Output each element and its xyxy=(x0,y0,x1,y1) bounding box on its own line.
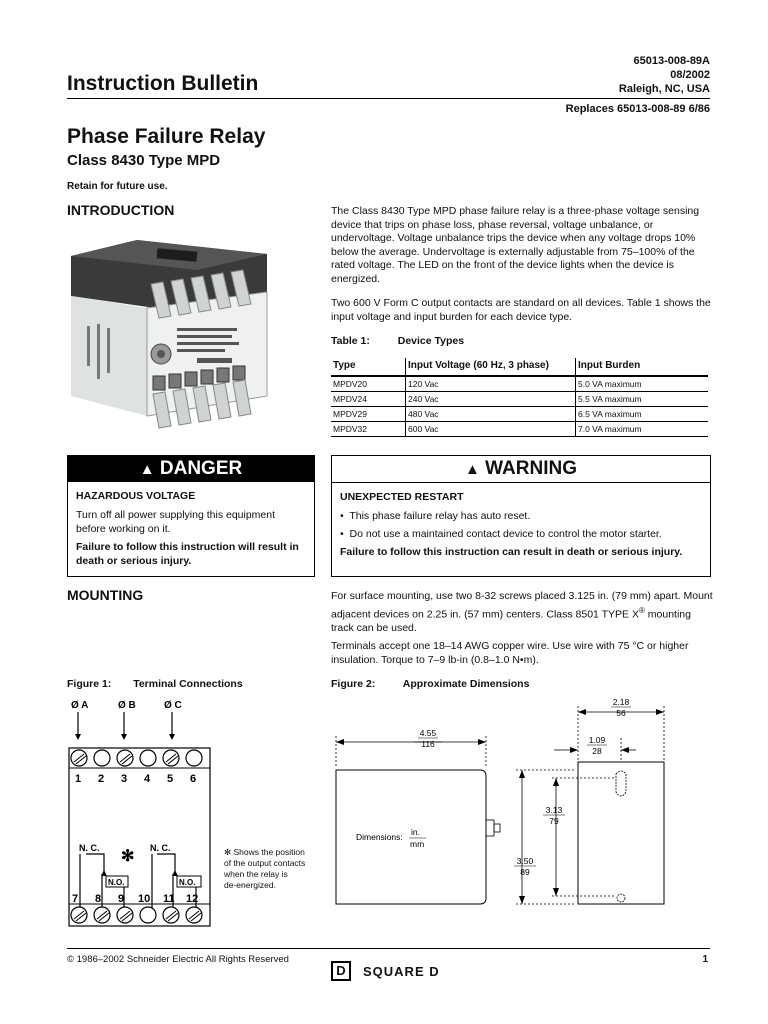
terminal-diagram xyxy=(66,696,216,928)
doc-number: 65013-008-89A xyxy=(633,55,710,67)
danger-consequence: Failure to follow this instruction will result in death or serious injury. xyxy=(76,541,299,567)
table-cell: 5.5 VA maximum xyxy=(576,392,709,407)
note-line: de-energized. xyxy=(224,880,276,890)
terminal-number: 10 xyxy=(138,893,151,905)
table-cell: MPDV20 xyxy=(331,376,406,392)
table-cell: 7.0 VA maximum xyxy=(576,422,709,437)
header-input-voltage: Input Voltage (60 Hz, 3 phase) xyxy=(406,358,576,376)
table-header-row xyxy=(331,358,708,376)
no-label: N.O. xyxy=(108,878,125,887)
dim-depth-in: 2.18 xyxy=(612,697,630,707)
replaces-note: Replaces 65013-008-89 6/86 xyxy=(565,103,710,115)
brand-name: SQUARE D xyxy=(363,963,440,979)
table-cell: 5.0 VA maximum xyxy=(576,376,709,392)
note-line: ✻ Shows the position xyxy=(224,847,305,857)
header-type: Type xyxy=(331,358,406,376)
terminal-number: 3 xyxy=(121,773,128,785)
table-cell: 600 Vac xyxy=(406,422,576,437)
warning-bullet: • Do not use a maintained contact device to control the motor starter. xyxy=(340,528,662,540)
header-rule xyxy=(67,98,710,99)
relay-photo xyxy=(67,236,272,436)
dim-hole-in: 3.13 xyxy=(545,805,563,815)
table-cell: MPDV32 xyxy=(331,422,406,437)
nc-label: N. C. xyxy=(79,843,100,853)
phase-label: Ø A xyxy=(71,700,89,711)
table-title: Device Types xyxy=(397,335,465,347)
terminal-number: 1 xyxy=(75,773,82,785)
dims-legend-den: mm xyxy=(410,839,425,849)
terminal-number: 11 xyxy=(163,893,175,905)
figure-1-note xyxy=(224,847,305,891)
dim-width-mm: 116 xyxy=(421,739,435,749)
mounting-paragraph-1 xyxy=(331,590,716,635)
registered-mark: ® xyxy=(638,605,645,615)
warning-triangle-icon: ▲ xyxy=(139,461,155,478)
asterisk-icon: ✻ xyxy=(121,848,135,865)
warning-label: WARNING xyxy=(485,458,577,479)
terminal-number: 5 xyxy=(167,773,174,785)
dim-hole-mm: 79 xyxy=(549,816,559,826)
warning-consequence: Failure to follow this instruction can result in death or serious injury. xyxy=(340,546,683,558)
intro-heading: INTRODUCTION xyxy=(67,202,175,218)
dims-legend-label: Dimensions: xyxy=(356,832,403,842)
doc-date: 08/2002 xyxy=(670,69,710,81)
document-meta xyxy=(619,54,710,96)
intro-paragraph-1: The Class 8430 Type MPD phase failure relay is a three-phase voltage sensing device that trips on phase loss, phase reversal, voltage unbalance, or undervoltage. Voltage unbalance trips the device when any voltage drops 10% below the average. Undervoltage is externally adjustable from 75–100% of the rated voltage. The LED on the front of the device lights when the device is energized. xyxy=(331,205,700,285)
danger-text: Turn off all power supplying this equipment before working on it. xyxy=(76,509,276,535)
table-cell: MPDV29 xyxy=(331,407,406,422)
page-number: 1 xyxy=(702,954,708,965)
terminal-number: 4 xyxy=(144,773,151,785)
mounting-paragraph-2: Terminals accept one 18–14 AWG copper wire. Use wire with 75 °C or higher insulation. Torque to 7–9 lb-in (0.8–1.0 N•m). xyxy=(331,640,689,666)
dimensions-diagram xyxy=(330,696,712,918)
danger-box xyxy=(67,455,315,577)
dims-legend-num: in. xyxy=(411,827,420,837)
phase-label: Ø C xyxy=(164,700,182,711)
mounting-heading: MOUNTING xyxy=(67,587,144,603)
warning-box xyxy=(331,455,711,577)
table-cell: 120 Vac xyxy=(406,376,576,392)
terminal-number: 6 xyxy=(190,773,197,785)
bulletin-title: Instruction Bulletin xyxy=(67,72,259,95)
dim-depth-mm: 56 xyxy=(616,708,626,718)
warning-bullet: • This phase failure relay has auto reset. xyxy=(340,510,531,522)
doc-location: Raleigh, NC, USA xyxy=(618,83,710,95)
figure-2-caption xyxy=(331,678,529,690)
phase-label: Ø B xyxy=(118,700,136,711)
retain-note: Retain for future use. xyxy=(67,181,168,192)
figure-1-number: Figure 1: xyxy=(67,678,112,690)
table-row xyxy=(331,392,708,407)
mounting-text-b: mounting track can be used. xyxy=(331,608,691,634)
danger-header xyxy=(68,456,314,482)
page-title: Phase Failure Relay xyxy=(67,125,266,148)
dim-half-in: 1.09 xyxy=(588,735,606,745)
table-caption xyxy=(331,335,464,347)
table-cell: 480 Vac xyxy=(406,407,576,422)
danger-subheading: HAZARDOUS VOLTAGE xyxy=(76,490,196,502)
table-row xyxy=(331,407,708,422)
dim-height-mm: 89 xyxy=(520,867,530,877)
danger-label: DANGER xyxy=(159,458,243,479)
figure-1-caption xyxy=(67,678,243,690)
dim-width-in: 4.55 xyxy=(419,728,437,738)
terminal-number: 7 xyxy=(72,893,79,905)
terminal-number: 9 xyxy=(118,893,125,905)
table-row xyxy=(331,376,708,392)
table-cell: 6.5 VA maximum xyxy=(576,407,709,422)
terminal-number: 12 xyxy=(186,893,199,905)
terminal-number: 8 xyxy=(95,893,102,905)
warning-subheading: UNEXPECTED RESTART xyxy=(340,491,464,503)
intro-paragraph-2: Two 600 V Form C output contacts are standard on all devices. Table 1 shows the input voltage and input burden for each device type. xyxy=(331,297,711,323)
warning-bullet-text: This phase failure relay has auto reset. xyxy=(349,510,531,522)
warning-header xyxy=(332,456,710,483)
figure-2-number: Figure 2: xyxy=(331,678,376,690)
header-input-burden: Input Burden xyxy=(576,358,709,376)
nc-label: N. C. xyxy=(150,843,171,853)
table-cell: 240 Vac xyxy=(406,392,576,407)
copyright: © 1986–2002 Schneider Electric All Rights Reserved xyxy=(67,954,289,965)
dim-height-in: 3.50 xyxy=(516,856,534,866)
footer-rule xyxy=(67,948,710,949)
square-d-logo xyxy=(331,961,440,981)
note-line: when the relay is xyxy=(224,869,288,879)
device-types-table xyxy=(331,358,708,437)
dim-half-mm: 28 xyxy=(592,746,602,756)
mounting-text-a: For surface mounting, use two 8-32 screws placed 3.125 in. (79 mm) apart. Mount adjacent devices on 2.25 in. (57 mm) centers. Class 8501 TYPE X xyxy=(331,590,713,621)
table-row xyxy=(331,422,708,437)
figure-1-title: Terminal Connections xyxy=(133,678,243,690)
warning-bullet-text: Do not use a maintained contact device to control the motor starter. xyxy=(349,528,662,540)
figure-2-title: Approximate Dimensions xyxy=(402,678,530,690)
table-cell: MPDV24 xyxy=(331,392,406,407)
page-subtitle: Class 8430 Type MPD xyxy=(67,152,221,169)
terminal-number: 2 xyxy=(98,773,105,785)
no-label: N.O. xyxy=(179,878,196,887)
table-number: Table 1: xyxy=(331,335,370,347)
warning-triangle-icon: ▲ xyxy=(465,461,480,478)
note-line: of the output contacts xyxy=(224,858,306,868)
square-d-logo-mark: D xyxy=(331,961,351,981)
